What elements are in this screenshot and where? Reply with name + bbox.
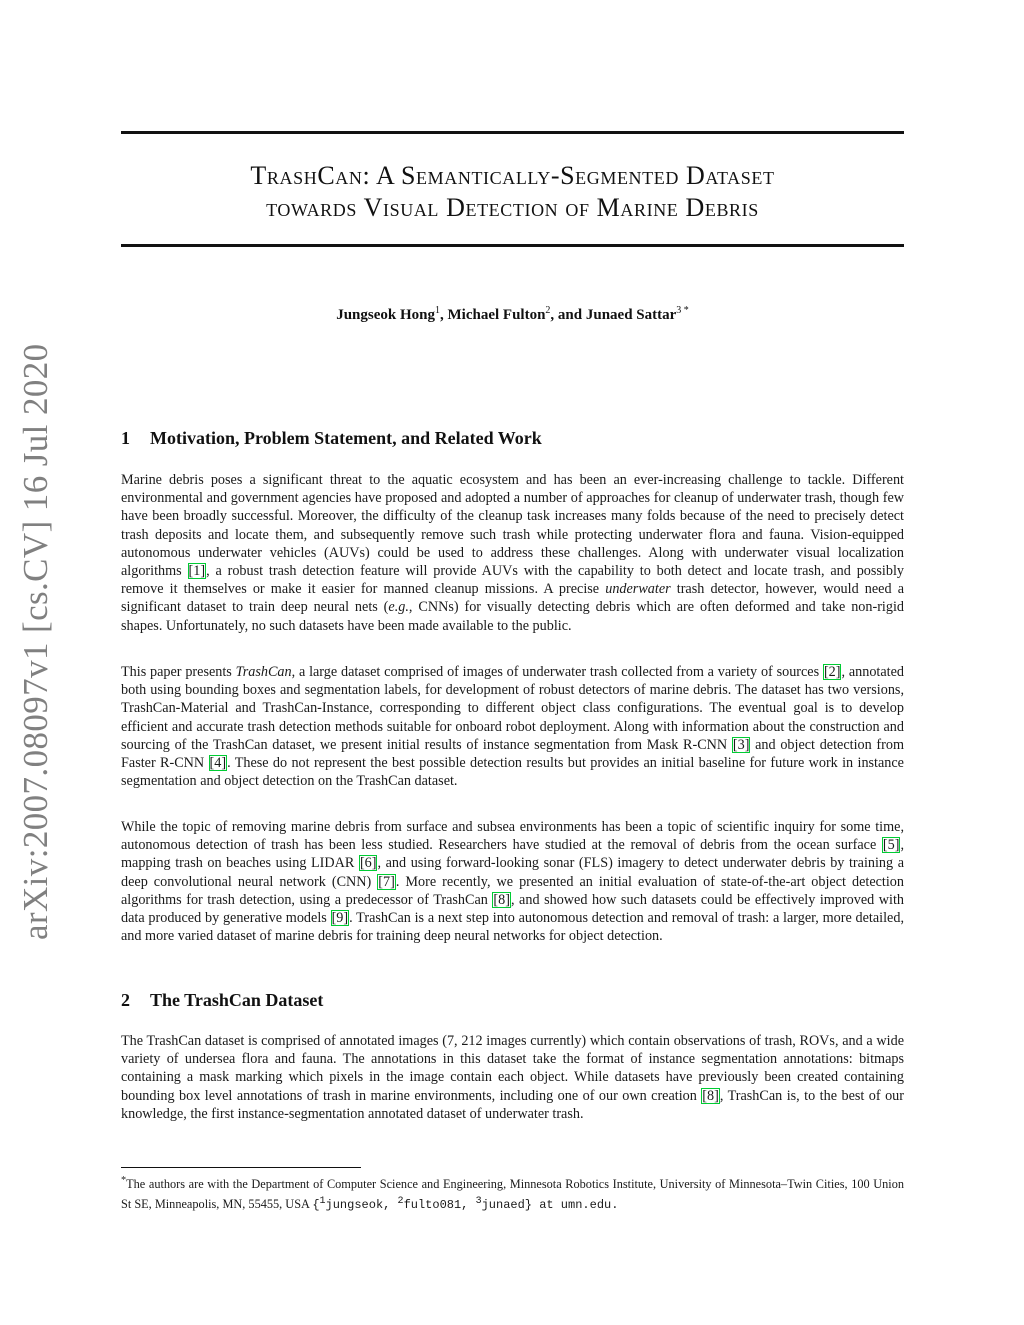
arxiv-stamp: arXiv:2007.08097v1 [cs.CV] 16 Jul 2020 bbox=[16, 343, 55, 940]
text-run: and object detection from Faster R-CNN bbox=[121, 736, 904, 772]
email-id: fulto081, bbox=[403, 1198, 476, 1213]
citation-link[interactable]: [9] bbox=[331, 910, 349, 927]
text-run: . These do not represent the best possible detection results but provides an initial baseline for future work in instance segmentation and object detection on the TrashCan dataset. bbox=[121, 755, 904, 790]
text-run: . TrashCan is a next step into autonomous detection and removal of trash: a larger, more detailed, and more varied dataset of marine debris for training deep neural networks for object detection. bbox=[121, 910, 904, 945]
footnote bbox=[121, 1172, 904, 1214]
author-affiliation-mark: 1 bbox=[435, 305, 440, 316]
text-run: . More recently, we presented an initial evaluation of state-of-the-art object detection algorithms for trash detection, using a predecessor of TrashCan bbox=[121, 873, 904, 908]
paragraph-motivation-1 bbox=[121, 471, 904, 635]
author-separator: , and bbox=[550, 307, 586, 323]
emphasis: e.g. bbox=[388, 599, 409, 616]
emphasis: TrashCan bbox=[235, 664, 292, 680]
section-title: Motivation, Problem Statement, and Related Work bbox=[150, 428, 542, 448]
citation-link[interactable]: [5] bbox=[882, 837, 900, 854]
email-id: junaed} at umn.edu. bbox=[481, 1198, 619, 1213]
footnote-mark: * bbox=[121, 1175, 127, 1186]
citation-link[interactable]: [3] bbox=[732, 736, 750, 753]
paragraph-dataset-1 bbox=[121, 1032, 904, 1123]
title-line-1: TrashCan: A Semantically-Segmented Dataset bbox=[250, 161, 775, 190]
text-run: The TrashCan dataset is comprised of annotated images (7, 212 images currently) which contain observations of trash, ROVs, and a wide variety of undersea flora and fauna. The annotations in this dataset take the format of instance segmentation annotations: bitmaps containing a mask marking which pixels in the image contain each object. While datasets have previously been created containing bounding box level annotations of trash in marine environments, including one of our own creation bbox=[121, 1033, 904, 1104]
text-run: , CNNs) for visually detecting debris which are often deformed and take non-rigid shapes. Unfortunately, no such datasets have been made available to the public. bbox=[121, 599, 905, 634]
citation-link[interactable]: [8] bbox=[493, 891, 510, 908]
citation-link[interactable]: [4] bbox=[209, 755, 227, 772]
text-run: , a large dataset comprised of images of underwater trash collected from a variety of sources bbox=[291, 664, 823, 680]
text-run: , and using forward-looking sonar (FLS) imagery to detect underwater debris by training a deep convolutional neural network (CNN) bbox=[121, 855, 904, 890]
text-run: The authors are with the Department of Computer Science and Engineering, Minnesota Robotics Institute, University of Minnesota–Twin Cities, 100 Union St SE, Minneapolis, MN, 55455, USA bbox=[121, 1177, 904, 1212]
footnote-mark: 2 bbox=[397, 1196, 404, 1208]
author-separator: , bbox=[440, 307, 448, 323]
text-run: Marine debris poses a significant threat to the aquatic ecosystem and has been an ever-increasing challenge to tackle. Different environmental and government agencies have proposed and adopted a number of approaches for cleanup of underwater trash, though few have been broadly successful. Moreover, the difficulty of the cleanup task increases many folds because of the need to precisely detect trash deposits and locate them, and subsequently remove such trash while protecting underwater flora and fauna. Vision-equipped autonomous underwater vehicles (AUVs) could be used to address these challenges. Along with underwater visual localization algorithms bbox=[121, 472, 904, 580]
citation-link[interactable]: [1] bbox=[188, 563, 206, 580]
section-heading-1 bbox=[121, 428, 542, 449]
author-name: Michael Fulton bbox=[447, 307, 546, 323]
author-name: Jungseok Hong bbox=[336, 307, 435, 323]
paragraph-motivation-3 bbox=[121, 818, 904, 945]
title-top-rule bbox=[121, 131, 904, 134]
text-run: , TrashCan is, to the best of our knowledge, the first instance-segmentation annotated dataset of underwater trash. bbox=[121, 1087, 904, 1122]
citation-link[interactable]: [6] bbox=[359, 855, 377, 872]
text-run: , and showed how such datasets could be effectively improved with data produced by generative models bbox=[121, 891, 904, 927]
text-run: { bbox=[312, 1198, 320, 1213]
text-run: This paper presents bbox=[121, 664, 236, 680]
footnote-mark: 1 bbox=[319, 1196, 326, 1208]
email-id: jungseok, bbox=[325, 1198, 398, 1213]
section-title: The TrashCan Dataset bbox=[150, 990, 324, 1010]
title-line-2: towards Visual Detection of Marine Debris bbox=[266, 193, 759, 222]
author-affiliation-mark: 2 bbox=[545, 305, 551, 316]
footnote-mark: 3 bbox=[475, 1196, 482, 1208]
footnote-rule bbox=[121, 1167, 361, 1168]
citation-link[interactable]: [7] bbox=[378, 873, 395, 890]
section-number: 1 bbox=[121, 428, 130, 448]
text-run: , mapping trash on beaches using LIDAR bbox=[121, 837, 904, 872]
section-heading-2 bbox=[121, 990, 323, 1011]
author-name: Junaed Sattar bbox=[585, 307, 677, 323]
author-affiliation-mark: 3 * bbox=[676, 305, 689, 316]
section-number: 2 bbox=[121, 990, 130, 1010]
paragraph-motivation-2 bbox=[121, 663, 904, 790]
text-run: , a robust trash detection feature will provide AUVs with the capability to both detect and locate trash, and possibly remove it themselves or make it easier for manned cleanup missions. A precise bbox=[121, 563, 904, 598]
email-list bbox=[312, 1198, 618, 1212]
citation-link[interactable]: [8] bbox=[702, 1087, 719, 1104]
text-run: , annotated both using bounding boxes and segmentation labels, for development of robust detectors of marine debris. The dataset has two versions, TrashCan-Material and TrashCan-Instance, corresponding to different object class configurations. The eventual goal is to develop efficient and accurate trash detection methods suitable for onboard robot deployment. Along with information about the construction and sourcing of the TrashCan dataset, we present initial results of instance segmentation from Mask R-CNN bbox=[121, 664, 904, 753]
author-list bbox=[121, 305, 904, 324]
text-run: trash detector, however, would need a significant dataset to train deep neural nets ( bbox=[121, 581, 904, 616]
paper-title bbox=[121, 160, 904, 224]
title-bottom-rule bbox=[121, 244, 904, 247]
emphasis: underwater bbox=[605, 581, 671, 598]
citation-link[interactable]: [2] bbox=[823, 664, 841, 680]
text-run: While the topic of removing marine debris from surface and subsea environments has been a topic of scientific inquiry for some time, autonomous detection of trash has been less studied. Researchers have studied at the removal of debris from the ocean surface bbox=[121, 819, 904, 854]
